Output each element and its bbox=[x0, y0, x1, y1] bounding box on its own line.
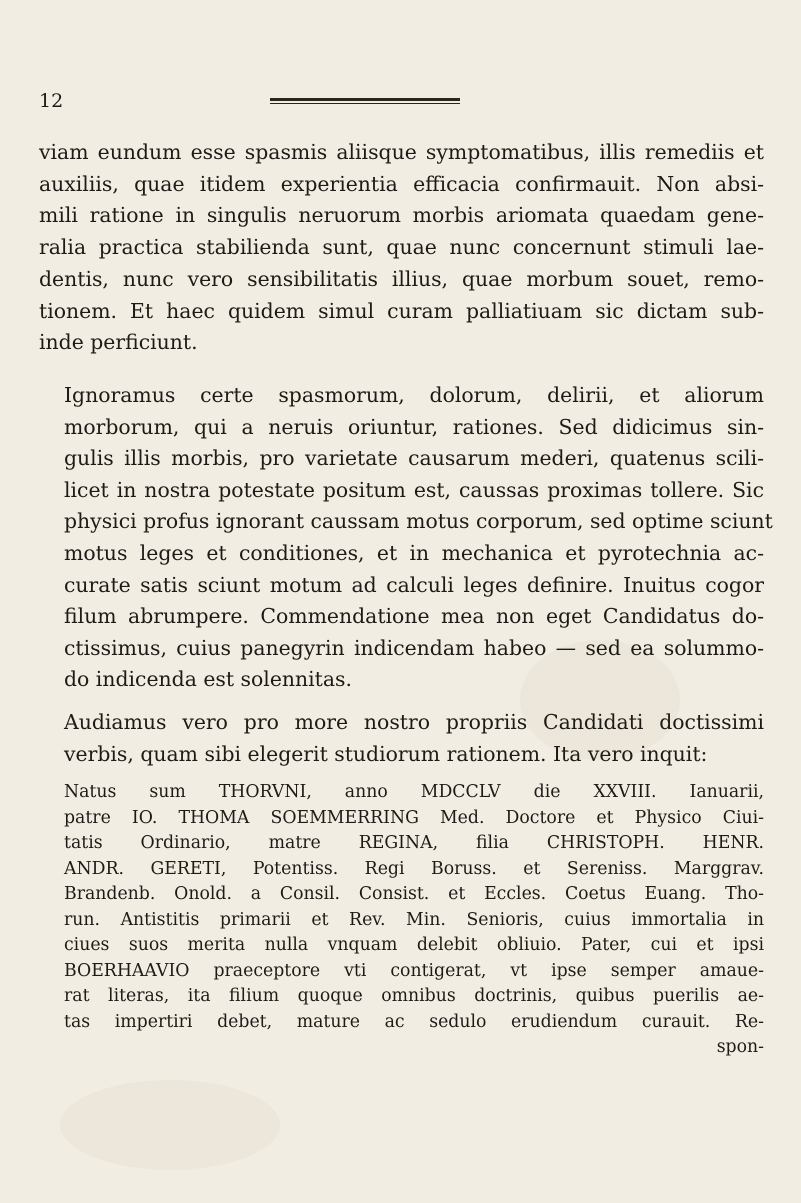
text-line: inde perficiunt. bbox=[39, 330, 198, 355]
text-line: do indicenda est solennitas. bbox=[64, 667, 352, 692]
header-rule bbox=[270, 98, 460, 101]
text-line: ctissimus, cuius panegyrin indicendam habeo — sed ea solummo- bbox=[64, 635, 764, 660]
text-line: ANDR. GERETI, Potentiss. Regi Boruss. et Sereniss. Marggrav. bbox=[64, 858, 764, 879]
text-line: dentis, nunc vero sensibilitatis illius, quae morbum souet, remo- bbox=[39, 266, 764, 291]
text-line: auxiliis, quae itidem experientia efficacia confirmauit. Non absi- bbox=[39, 171, 764, 196]
text-line: patre IO. THOMA SOEMMERRING Med. Doctore et Physico Ciui- bbox=[64, 807, 764, 828]
text-line: tas impertiri debet, mature ac sedulo erudiendum curauit. Re- bbox=[64, 1011, 764, 1032]
text-line: rat literas, ita filium quoque omnibus doctrinis, quibus puerilis ae- bbox=[64, 986, 764, 1006]
text-line: viam eundum esse spasmis aliisque symptomatibus, illis remediis et bbox=[39, 140, 764, 164]
text-line: tatis Ordinario, matre REGINA, filia CHRISTOPH. HENR. bbox=[64, 833, 764, 853]
text-line: ralia practica stabilienda sunt, quae nunc concernunt stimuli lae- bbox=[39, 235, 764, 260]
paragraph-2 bbox=[39, 380, 773, 696]
text-line: curate satis sciunt motum ad calculi leges definire. Inuitus cogor bbox=[64, 572, 764, 597]
paragraph-1 bbox=[39, 137, 764, 359]
text-line: Ignoramus certe spasmorum, dolorum, delirii, et aliorum bbox=[64, 383, 764, 407]
text-line: tionem. Et haec quidem simul curam palliatiuam sic dictam sub- bbox=[39, 298, 764, 323]
header-rule-thin bbox=[270, 103, 460, 104]
catchword: spon- bbox=[716, 1037, 764, 1057]
text-line: mili ratione in singulis neruorum morbis ariomata quaedam gene- bbox=[39, 203, 764, 228]
paragraph-3 bbox=[39, 707, 764, 770]
text-line: motus leges et conditiones, et in mechanica et pyrotechnia ac- bbox=[64, 540, 764, 565]
text-line: verbis, quam sibi elegerit studiorum rationem. Ita vero inquit: bbox=[64, 741, 708, 766]
text-line: gulis illis morbis, pro varietate causarum mederi, quatenus scili- bbox=[64, 446, 764, 471]
page-number: 12 bbox=[39, 90, 64, 112]
text-line: run. Antistitis primarii et Rev. Min. Senioris, cuius immortalia in bbox=[64, 909, 764, 930]
text-line: BOERHAAVIO praeceptore vti contigerat, vt ipse semper amaue- bbox=[64, 960, 764, 981]
text-line: morborum, qui a neruis oriuntur, rationes. Sed didicimus sin- bbox=[64, 414, 764, 439]
text-line: ciues suos merita nulla vnquam delebit obliuio. Pater, cui et ipsi bbox=[64, 935, 764, 955]
text-line: licet in nostra potestate positum est, caussas proximas tollere. Sic bbox=[64, 477, 764, 502]
text-line: Brandenb. Onold. a Consil. Consist. et Eccles. Coetus Euang. Tho- bbox=[64, 884, 764, 904]
paragraph-4-biography bbox=[39, 780, 764, 1061]
text-line: filum abrumpere. Commendatione mea non eget Candidatus do- bbox=[64, 604, 764, 629]
text-line: Natus sum THORVNI, anno MDCCLV die XXVIII. Ianuarii, bbox=[64, 782, 764, 802]
paper-stain bbox=[60, 1080, 280, 1170]
text-line: physici profus ignorant caussam motus corporum, sed optime sciunt bbox=[64, 509, 773, 534]
text-line: Audiamus vero pro more nostro propriis Candidati doctissimi bbox=[64, 710, 764, 734]
